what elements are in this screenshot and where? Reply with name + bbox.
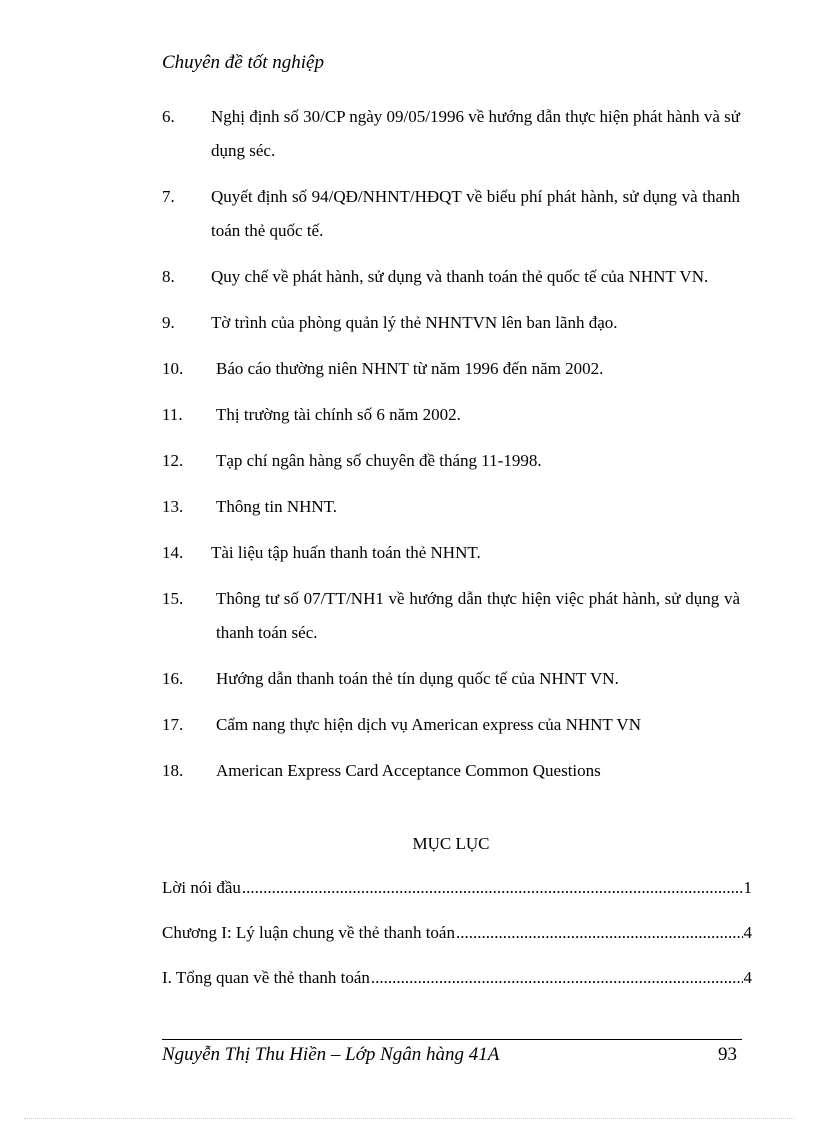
toc-leader-dots (242, 876, 743, 900)
reference-item (162, 708, 740, 742)
footer-author: Nguyễn Thị Thu Hiền – Lớp Ngân hàng 41A (162, 1044, 500, 1065)
reference-text: American Express Card Acceptance Common Questions (216, 761, 601, 780)
reference-number: 8. (162, 267, 175, 286)
reference-item (162, 536, 740, 570)
reference-number: 15. (162, 589, 184, 608)
reference-item (162, 180, 740, 248)
page-header: Chuyên đề tốt nghiệp (162, 52, 324, 73)
reference-item (162, 260, 740, 294)
reference-item (162, 662, 740, 696)
toc-entry-page: 1 (743, 878, 752, 897)
reference-number: 7. (162, 187, 175, 206)
reference-text: Quyết định số 94/QĐ/NHNT/HĐQT về biểu phí phát hành, sử dụng và thanh toán thẻ quốc tế. (211, 187, 740, 240)
reference-number: 13. (162, 497, 184, 516)
reference-item (162, 444, 740, 478)
reference-item (162, 100, 740, 168)
reference-number: 18. (162, 761, 184, 780)
footer-page-number: 93 (718, 1044, 737, 1065)
toc-entry-label: Chương I: Lý luận chung về thẻ thanh toán (162, 923, 455, 942)
reference-item (162, 306, 740, 340)
toc-title: MỤC LỤC (412, 834, 490, 853)
reference-text: Nghị định số 30/CP ngày 09/05/1996 về hướng dẫn thực hiện phát hành và sử dụng séc. (211, 107, 740, 160)
reference-number: 12. (162, 451, 184, 470)
reference-item (162, 490, 740, 524)
toc-leader-dots (371, 966, 743, 990)
reference-number: 14. (162, 543, 184, 562)
reference-number: 6. (162, 107, 175, 126)
page-bottom-border (24, 1118, 794, 1119)
reference-item (162, 754, 740, 788)
reference-text: Thông tin NHNT. (216, 497, 338, 516)
reference-text: Báo cáo thường niên NHNT từ năm 1996 đến năm 2002. (216, 359, 604, 378)
reference-text: Thị trường tài chính số 6 năm 2002. (216, 405, 461, 424)
footer-divider (162, 1039, 742, 1040)
reference-number: 10. (162, 359, 184, 378)
reference-number: 11. (162, 405, 183, 424)
toc-entry (162, 876, 752, 921)
reference-text: Quy chế về phát hành, sử dụng và thanh toán thẻ quốc tế của NHNT VN. (211, 267, 709, 286)
toc-leader-dots (456, 921, 743, 945)
toc-entry-label: I. Tổng quan về thẻ thanh toán (162, 968, 370, 987)
toc-entry-label: Lời nói đầu (162, 878, 241, 897)
toc-entry (162, 921, 752, 966)
reference-number: 17. (162, 715, 184, 734)
reference-text: Thông tư số 07/TT/NH1 về hướng dẫn thực hiện việc phát hành, sử dụng và thanh toán séc. (216, 589, 740, 642)
reference-item (162, 582, 740, 650)
reference-list (162, 100, 740, 800)
toc-entry-page: 4 (743, 968, 752, 987)
reference-number: 16. (162, 669, 184, 688)
toc-entry (162, 966, 752, 1011)
reference-item (162, 398, 740, 432)
toc-entry-page: 4 (743, 923, 752, 942)
reference-text: Tạp chí ngân hàng số chuyên đề tháng 11-1998. (216, 451, 542, 470)
reference-text: Cẩm nang thực hiện dịch vụ American express của NHNT VN (216, 715, 641, 734)
reference-item (162, 352, 740, 386)
reference-text: Tờ trình của phòng quản lý thẻ NHNTVN lên ban lãnh đạo. (211, 313, 618, 332)
table-of-contents (162, 876, 752, 1011)
reference-number: 9. (162, 313, 175, 332)
reference-text: Hướng dẫn thanh toán thẻ tín dụng quốc tế của NHNT VN. (216, 669, 619, 688)
reference-text: Tài liệu tập huấn thanh toán thẻ NHNT. (211, 543, 481, 562)
